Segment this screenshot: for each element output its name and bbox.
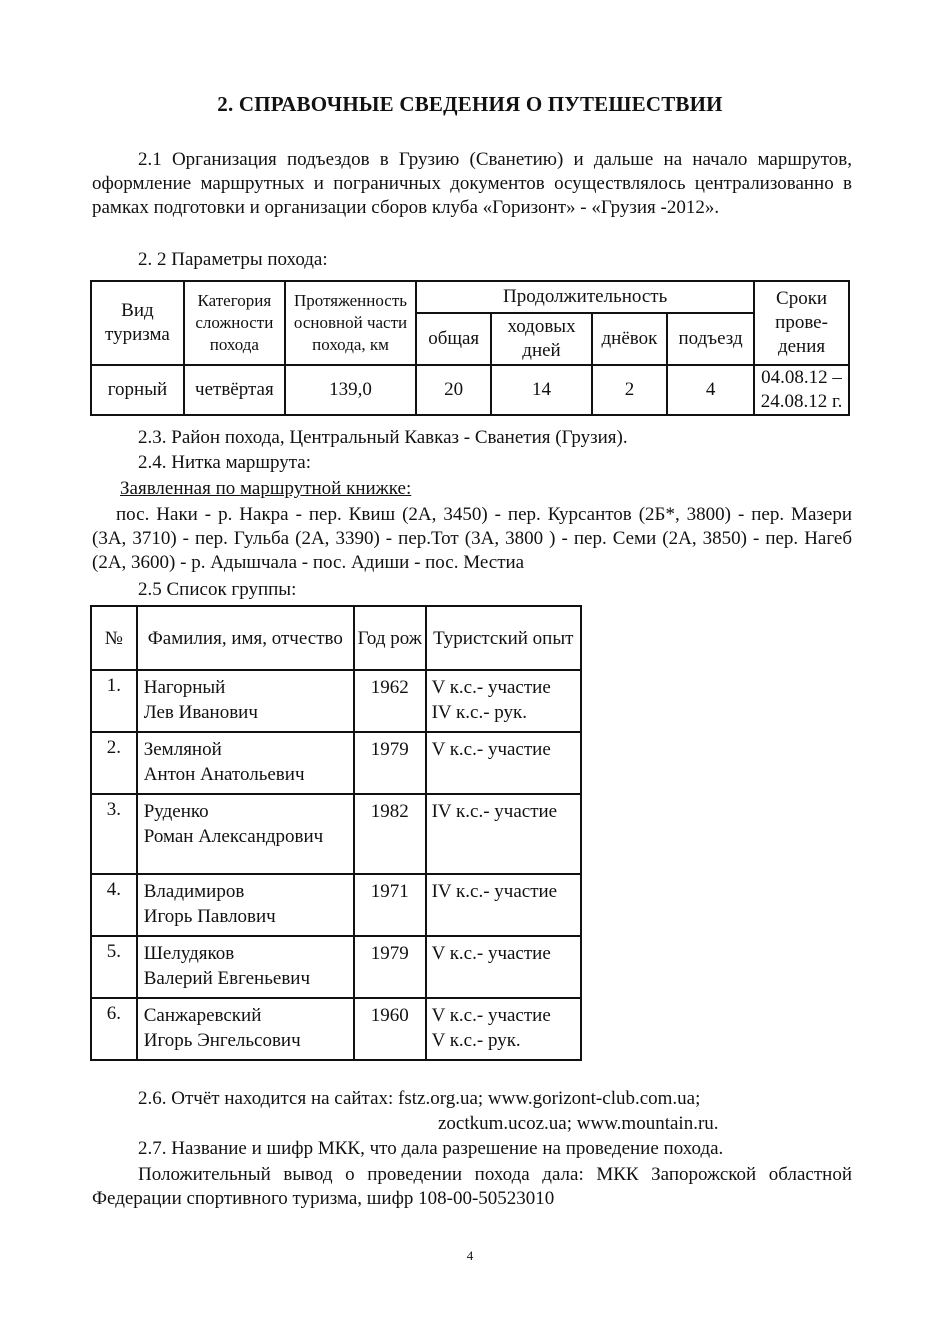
group-table xyxy=(90,605,582,1061)
member-exp2: V к.с.- рук. xyxy=(431,1030,521,1051)
member-exp1: IV к.с.- участие xyxy=(431,881,558,902)
member-given: Игорь Энгельсович xyxy=(143,1030,301,1051)
params-header-rest: днёвок xyxy=(592,313,667,365)
member-given: Лев Иванович xyxy=(143,702,258,723)
table-row xyxy=(91,874,581,936)
params-length: 139,0 xyxy=(285,365,416,415)
member-name xyxy=(137,794,354,874)
table-row xyxy=(91,670,581,732)
group-header-num: № xyxy=(91,606,137,670)
params-type: горный xyxy=(91,365,184,415)
table-row xyxy=(91,936,581,998)
member-surname: Шелудяков xyxy=(143,943,235,964)
member-exp1: V к.с.- участие xyxy=(431,1005,551,1026)
member-year-text: 1971 xyxy=(370,881,409,902)
member-number-text: 5. xyxy=(106,941,121,962)
member-name xyxy=(137,998,354,1060)
region-line: 2.3. Район похода, Центральный Кавказ - Сванетия (Грузия). xyxy=(138,427,628,448)
group-header-name: Фамилия, имя, отчество xyxy=(137,606,354,670)
member-number xyxy=(91,936,137,998)
member-number-text: 1. xyxy=(106,675,121,696)
params-header-approach: подъезд xyxy=(667,313,754,365)
params-table xyxy=(90,280,850,416)
member-exp1: V к.с.- участие xyxy=(431,943,551,964)
member-surname: Земляной xyxy=(143,739,222,760)
mkk-text: Положительный вывод о проведении похода дала: МКК Запорожской областной Федерации спортивного туризма, шифр 108-00-50523010 xyxy=(92,1164,852,1209)
member-name xyxy=(137,936,354,998)
report-line-1: 2.6. Отчёт находится на сайтах: fstz.org.ua; www.gorizont-club.com.ua; xyxy=(138,1088,701,1109)
group-heading: 2.5 Список группы: xyxy=(138,579,297,600)
member-surname: Нагорный xyxy=(143,677,226,698)
params-header-total: общая xyxy=(416,313,491,365)
route-text: пос. Наки - р. Накра - пер. Квиш (2А, 3450) - пер. Курсантов (2Б*, 3800) - пер. Мазери (3А, 3710) - пер. Гульба (2А, 3390) - пер.Тот (3А, 3800 ) - пер. Семи (2А, 3850) - пер. Нагеб (2А, 3600) - р. Адышчала - пос. Адиши - пос. Местиа xyxy=(92,504,852,573)
member-experience xyxy=(426,998,581,1060)
member-given: Антон Анатольевич xyxy=(143,764,305,785)
member-year-text: 1979 xyxy=(370,739,409,760)
member-number xyxy=(91,670,137,732)
params-header-dates: Сроки проведения xyxy=(754,281,849,365)
member-surname: Руденко xyxy=(143,801,209,822)
member-experience xyxy=(426,670,581,732)
member-experience xyxy=(426,732,581,794)
member-year-text: 1982 xyxy=(370,801,409,822)
member-number-text: 3. xyxy=(106,799,121,820)
params-walking: 14 xyxy=(491,365,592,415)
member-given: Валерий Евгеньевич xyxy=(143,968,311,989)
table-row xyxy=(91,794,581,874)
member-number xyxy=(91,998,137,1060)
member-surname: Санжаревский xyxy=(143,1005,262,1026)
report-line-2: zoctkum.ucoz.ua; www.mountain.ru. xyxy=(438,1113,719,1134)
params-approach: 4 xyxy=(667,365,754,415)
params-header-type: Вид туризма xyxy=(91,281,184,365)
member-name xyxy=(137,670,354,732)
member-year xyxy=(354,732,426,794)
member-number xyxy=(91,732,137,794)
section-title: 2. СПРАВОЧНЫЕ СВЕДЕНИЯ О ПУТЕШЕСТВИИ xyxy=(217,92,723,116)
member-year-text: 1960 xyxy=(370,1005,409,1026)
member-exp1: IV к.с.- участие xyxy=(431,801,558,822)
member-given: Игорь Павлович xyxy=(143,906,276,927)
group-header-exp: Туристский опыт xyxy=(426,606,581,670)
member-year xyxy=(354,936,426,998)
group-rows xyxy=(91,670,581,1060)
params-total: 20 xyxy=(416,365,491,415)
member-surname: Владимиров xyxy=(143,881,245,902)
member-name xyxy=(137,874,354,936)
member-name xyxy=(137,732,354,794)
table-row xyxy=(91,732,581,794)
group-header-year: Год рож xyxy=(354,606,426,670)
params-heading: 2. 2 Параметры похода: xyxy=(138,249,328,270)
params-dates xyxy=(754,365,849,415)
params-header-length: Протяженность основной части похода, км xyxy=(285,281,416,365)
member-exp2: IV к.с.- рук. xyxy=(431,702,528,723)
member-year xyxy=(354,998,426,1060)
mkk-heading: 2.7. Название и шифр МКК, что дала разрешение на проведение похода. xyxy=(138,1138,724,1159)
member-experience xyxy=(426,936,581,998)
member-year xyxy=(354,874,426,936)
member-year xyxy=(354,670,426,732)
intro-paragraph: 2.1 Организация подъездов в Грузию (Сванетию) и дальше на начало маршрутов, оформление маршрутных и пограничных документов осуществлялось централизованно в рамках подготовки и организации сборов клуба «Горизонт» - «Грузия -2012». xyxy=(92,149,852,218)
member-number-text: 6. xyxy=(106,1003,121,1024)
params-dates-start: 04.08.12 – xyxy=(761,367,842,388)
route-declared-label xyxy=(120,477,520,501)
member-experience xyxy=(426,874,581,936)
page-number: 4 xyxy=(466,1248,474,1263)
member-year-text: 1979 xyxy=(370,943,409,964)
member-year-text: 1962 xyxy=(370,677,409,698)
route-heading: 2.4. Нитка маршрута: xyxy=(138,452,312,473)
params-category: четвёртая xyxy=(184,365,285,415)
member-experience xyxy=(426,794,581,874)
params-header-duration: Продолжительность xyxy=(416,281,754,313)
member-number-text: 2. xyxy=(106,737,121,758)
member-number xyxy=(91,874,137,936)
member-exp1: V к.с.- участие xyxy=(431,677,551,698)
member-given: Роман Александрович xyxy=(143,826,324,847)
member-year xyxy=(354,794,426,874)
table-row xyxy=(91,998,581,1060)
member-exp1: V к.с.- участие xyxy=(431,739,551,760)
member-number xyxy=(91,794,137,874)
params-rest: 2 xyxy=(592,365,667,415)
route-declared-text: Заявленная по маршрутной книжке: xyxy=(120,478,412,499)
params-dates-end: 24.08.12 г. xyxy=(760,391,843,412)
member-number-text: 4. xyxy=(106,879,121,900)
params-header-walking: ходовых дней xyxy=(491,313,592,365)
params-header-category: Категория сложности похода xyxy=(184,281,285,365)
